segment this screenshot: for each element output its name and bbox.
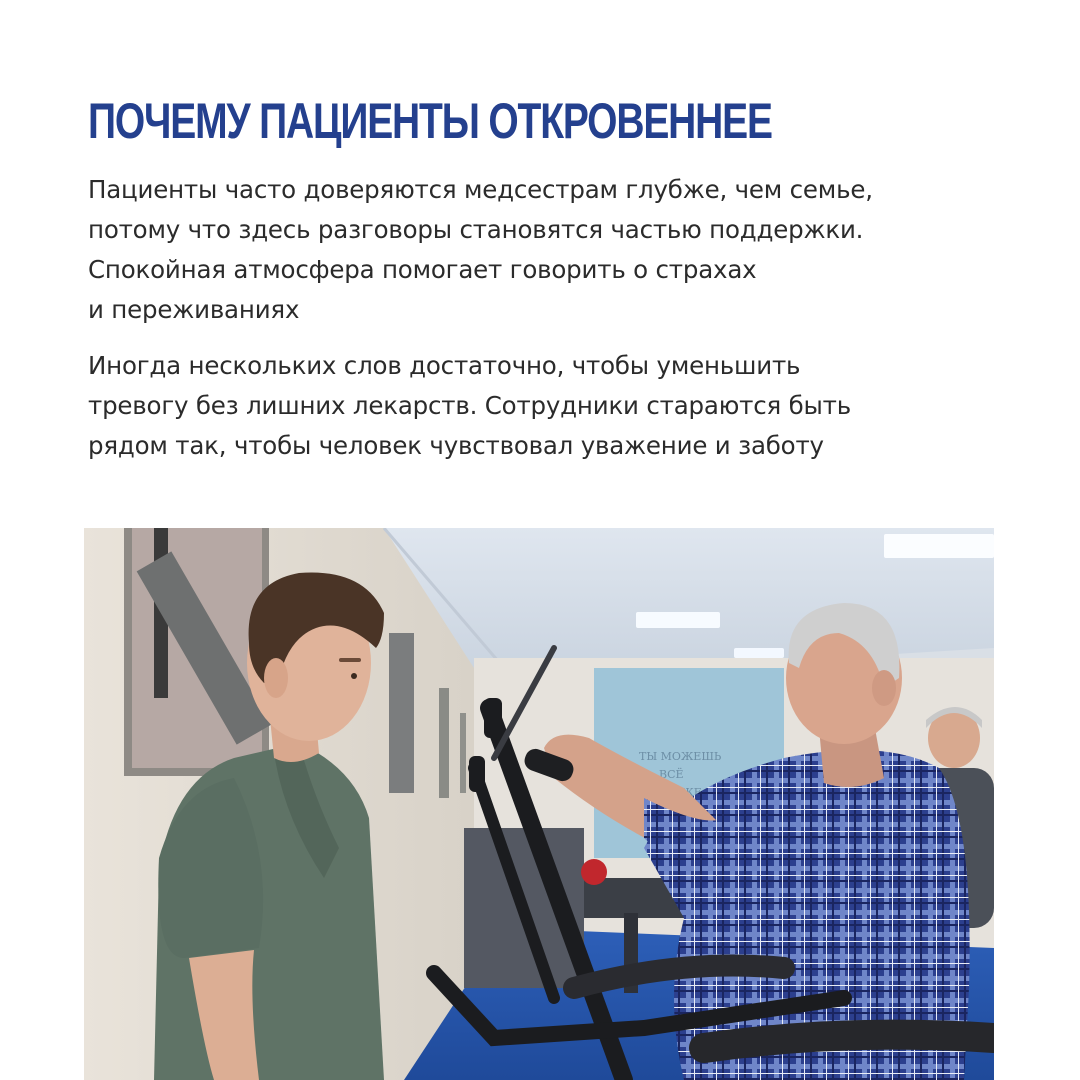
paragraph-2-line: тревогу без лишних лекарств. Сотрудники стараются быть xyxy=(88,391,851,420)
paragraph-1-line: Спокойная атмосфера помогает говорить о страхах xyxy=(88,255,757,284)
paragraph-2 xyxy=(88,346,988,466)
paragraph-1 xyxy=(88,170,988,330)
poster-text-line: ТЫ МОЖЕШЬ xyxy=(639,750,722,763)
paragraph-1-line: и переживаниях xyxy=(88,295,300,324)
poster-text-line: ВСЁ xyxy=(659,768,684,781)
paragraph-2-line: рядом так, чтобы человек чувствовал уважение и заботу xyxy=(88,431,824,460)
paragraph-2-line: Иногда нескольких слов достаточно, чтобы уменьшить xyxy=(88,351,801,380)
rehab-photo xyxy=(84,528,994,1080)
headline: ПОЧЕМУ ПАЦИЕНТЫ ОТКРОВЕННЕЕ xyxy=(88,93,772,149)
paragraph-1-line: Пациенты часто доверяются медсестрам глубже, чем семье, xyxy=(88,175,873,204)
paragraph-1-line: потому что здесь разговоры становятся частью поддержки. xyxy=(88,215,864,244)
